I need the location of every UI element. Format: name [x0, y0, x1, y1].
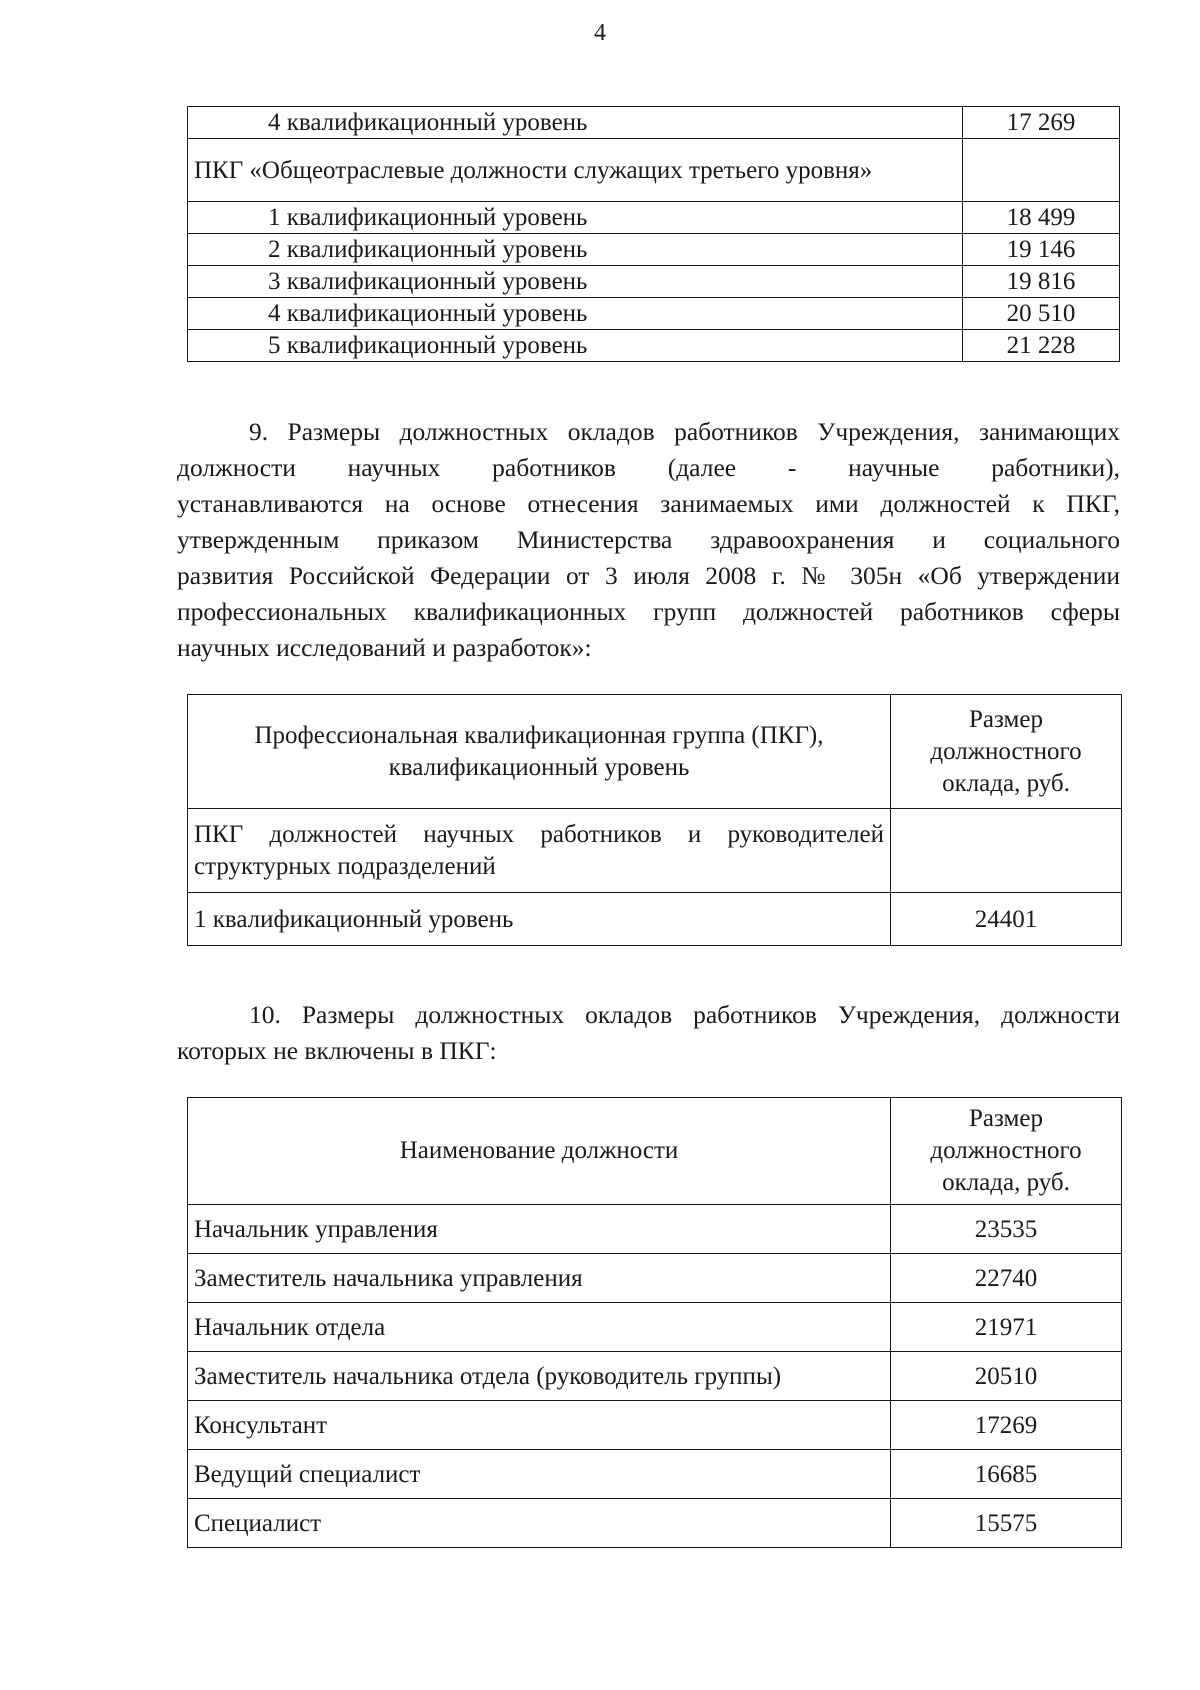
salary-value-cell: 19 816 [963, 266, 1120, 298]
qualification-level-cell: 5 квалификационный уровень [188, 330, 963, 362]
column-header-salary [891, 1098, 1122, 1205]
table-row [188, 107, 1120, 139]
column-header-position: Наименование должности [188, 1098, 891, 1205]
salary-value-cell [891, 809, 1122, 893]
column-header-text: Размер должностного оклада, руб. [930, 1105, 1082, 1196]
table-row [188, 139, 1120, 202]
table-row [188, 1254, 1122, 1303]
paragraph-10 [177, 997, 1120, 1069]
paragraph-line: которых не включены в ПКГ: [177, 1036, 497, 1065]
table-row [188, 234, 1120, 266]
salary-value-cell: 15575 [891, 1499, 1122, 1548]
table-row [188, 1352, 1122, 1401]
qualification-level-cell: 1 квалификационный уровень [188, 893, 891, 946]
table-row [188, 893, 1122, 946]
column-header-salary [891, 695, 1122, 809]
group-name-cell: ПКГ «Общеотраслевые должности служащих третьего уровня» [188, 139, 963, 202]
column-header-text: Профессиональная квалификационная группа (ПКГ), квалификационный уровень [254, 721, 824, 781]
qualification-level-cell: 3 квалификационный уровень [188, 266, 963, 298]
salary-value-cell: 22740 [891, 1254, 1122, 1303]
qualification-level-cell: 2 квалификационный уровень [188, 234, 963, 266]
paragraph-line: утвержденным приказом Министерства здравоохранения и социального [177, 525, 1120, 554]
salary-value-cell: 21971 [891, 1303, 1122, 1352]
table-row [188, 809, 1122, 893]
salary-value-cell: 20 510 [963, 298, 1120, 330]
position-name-cell: Консультант [188, 1401, 891, 1450]
table-row [188, 1303, 1122, 1352]
paragraph-line: профессиональных квалификационных групп должностей работников сферы [177, 597, 1120, 626]
table-row [188, 1401, 1122, 1450]
paragraph-line: должности научных работников (далее - научные работники), [177, 453, 1120, 482]
column-header-group [188, 695, 891, 809]
paragraph-line: научных исследований и разработок»: [177, 633, 592, 662]
salary-value-cell: 17269 [891, 1401, 1122, 1450]
salary-value-cell: 16685 [891, 1450, 1122, 1499]
page-number: 4 [594, 20, 606, 46]
paragraph-line: 9. Размеры должностных окладов работников Учреждения, занимающих [249, 417, 1120, 446]
group-name-cell: ПКГ должностей научных работников и руководителей структурных подразделений [188, 809, 891, 893]
table-row [188, 298, 1120, 330]
salary-value-cell: 17 269 [963, 107, 1120, 139]
salary-value-cell: 21 228 [963, 330, 1120, 362]
salary-table-non-pkg-positions [187, 1097, 1122, 1548]
paragraph-line: устанавливаются на основе отнесения занимаемых ими должностей к ПКГ, [177, 489, 1120, 518]
table-row [188, 1205, 1122, 1254]
qualification-level-cell: 1 квалификационный уровень [188, 202, 963, 234]
salary-value-cell: 20510 [891, 1352, 1122, 1401]
salary-value-cell [963, 139, 1120, 202]
salary-value-cell: 19 146 [963, 234, 1120, 266]
table-row [188, 330, 1120, 362]
position-name-cell: Специалист [188, 1499, 891, 1548]
paragraph-9 [177, 414, 1120, 666]
table-header-row [188, 1098, 1122, 1205]
qualification-level-cell: 4 квалификационный уровень [188, 298, 963, 330]
salary-table-scientific-workers [187, 694, 1122, 946]
salary-value-cell: 23535 [891, 1205, 1122, 1254]
qualification-level-cell: 4 квалификационный уровень [188, 107, 963, 139]
table-row [188, 1499, 1122, 1548]
table-row [188, 1450, 1122, 1499]
position-name-cell: Ведущий специалист [188, 1450, 891, 1499]
table-header-row [188, 695, 1122, 809]
table-row [188, 202, 1120, 234]
position-name-cell: Начальник управления [188, 1205, 891, 1254]
paragraph-line: развития Российской Федерации от 3 июля 2008 г. № 305н «Об утверждении [177, 561, 1120, 590]
column-header-text: Размер должностного оклада, руб. [930, 705, 1082, 797]
salary-table-third-level [187, 106, 1120, 362]
table-row [188, 266, 1120, 298]
salary-value-cell: 24401 [891, 893, 1122, 946]
position-name-cell: Заместитель начальника управления [188, 1254, 891, 1303]
position-name-cell: Заместитель начальника отдела (руководитель группы) [188, 1352, 891, 1401]
salary-value-cell: 18 499 [963, 202, 1120, 234]
paragraph-line: 10. Размеры должностных окладов работников Учреждения, должности [249, 1000, 1120, 1029]
position-name-cell: Начальник отдела [188, 1303, 891, 1352]
